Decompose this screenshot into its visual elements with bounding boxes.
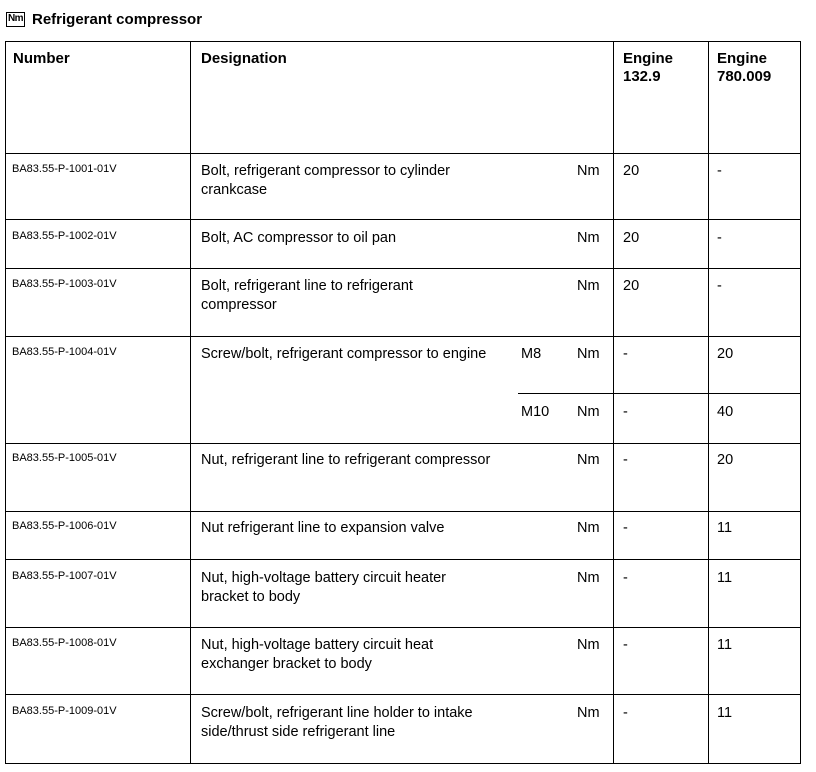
row-engine-2-value: 11	[717, 520, 733, 536]
row-designation: Nut, refrigerant line to refrigerant compressor	[201, 452, 491, 468]
row-engine-2-value: -	[717, 278, 722, 294]
row-unit: Nm	[577, 570, 600, 586]
row-number: BA83.55-P-1008-01V	[12, 637, 117, 649]
row-designation: Nut, high-voltage battery circuit heat exchanger bracket to body	[201, 637, 434, 672]
row-divider	[5, 511, 801, 512]
row-number: BA83.55-P-1006-01V	[12, 520, 117, 532]
row-designation: Bolt, refrigerant line to refrigerant compressor	[201, 278, 413, 313]
row-size: M10	[521, 404, 550, 420]
column-divider	[708, 41, 709, 764]
row-engine-1-value: 20	[623, 278, 640, 294]
row-unit: Nm	[577, 346, 600, 362]
row-unit: Nm	[577, 230, 600, 246]
row-unit: Nm	[577, 404, 600, 420]
row-engine-2-value: 40	[717, 404, 734, 420]
row-engine-1-value: -	[623, 520, 628, 536]
column-header-engine-1	[623, 50, 673, 86]
column-header-engine-2-code: 780.009	[717, 68, 772, 85]
row-unit: Nm	[577, 520, 600, 536]
row-divider	[5, 443, 801, 444]
row-engine-1-value: 20	[623, 230, 640, 246]
row-engine-1-value: -	[623, 705, 628, 721]
row-size: M8	[521, 346, 542, 362]
row-divider	[5, 153, 801, 154]
row-number: BA83.55-P-1001-01V	[12, 163, 117, 175]
torque-nm-icon: Nm	[6, 12, 25, 27]
column-header-designation: Designation	[201, 50, 287, 67]
row-engine-2-value: 11	[717, 637, 733, 653]
row-unit: Nm	[577, 452, 600, 468]
row-number: BA83.55-P-1009-01V	[12, 705, 117, 717]
row-divider	[5, 41, 801, 42]
row-engine-2-value: -	[717, 230, 722, 246]
page-title: Refrigerant compressor	[32, 10, 203, 28]
row-engine-1-value: -	[623, 570, 628, 586]
row-unit: Nm	[577, 705, 600, 721]
column-header-number: Number	[13, 50, 70, 67]
column-divider	[190, 41, 191, 764]
row-number: BA83.55-P-1002-01V	[12, 230, 117, 242]
row-engine-2-value: 11	[717, 705, 733, 721]
row-engine-2-value: -	[717, 163, 722, 179]
row-number: BA83.55-P-1007-01V	[12, 570, 117, 582]
sub-row-divider	[518, 393, 801, 394]
column-header-engine-2	[717, 50, 771, 86]
row-number: BA83.55-P-1005-01V	[12, 452, 117, 464]
row-number: BA83.55-P-1004-01V	[12, 346, 117, 358]
row-engine-1-value: 20	[623, 163, 640, 179]
row-unit: Nm	[577, 637, 600, 653]
table-border-left	[5, 41, 6, 764]
row-engine-1-value: -	[623, 346, 628, 362]
row-engine-2-value: 20	[717, 346, 734, 362]
row-designation: Nut refrigerant line to expansion valve	[201, 520, 445, 536]
row-divider	[5, 694, 801, 695]
row-number: BA83.55-P-1003-01V	[12, 278, 117, 290]
row-engine-1-value: -	[623, 452, 628, 468]
column-header-engine-2-label: Engine	[717, 50, 768, 67]
row-engine-1-value: -	[623, 637, 628, 653]
row-divider	[5, 559, 801, 560]
table-border-bottom	[5, 763, 801, 764]
row-designation: Bolt, refrigerant compressor to cylinder crankcase	[201, 163, 451, 198]
row-engine-2-value: 11	[717, 570, 733, 586]
row-designation: Bolt, AC compressor to oil pan	[201, 230, 397, 246]
row-unit: Nm	[577, 163, 600, 179]
row-designation: Screw/bolt, refrigerant line holder to intake side/thrust side refrigerant line	[201, 705, 473, 740]
column-header-engine-1-code: 132.9	[623, 68, 661, 85]
row-divider	[5, 627, 801, 628]
column-divider	[613, 41, 614, 764]
row-engine-2-value: 20	[717, 452, 734, 468]
table-border-right	[800, 41, 801, 764]
row-designation: Screw/bolt, refrigerant compressor to engine	[201, 346, 487, 362]
row-engine-1-value: -	[623, 404, 628, 420]
row-divider	[5, 336, 801, 337]
column-header-engine-1-label: Engine	[623, 50, 674, 67]
row-divider	[5, 219, 801, 220]
row-designation: Nut, high-voltage battery circuit heater bracket to body	[201, 570, 447, 605]
row-unit: Nm	[577, 278, 600, 294]
row-divider	[5, 268, 801, 269]
